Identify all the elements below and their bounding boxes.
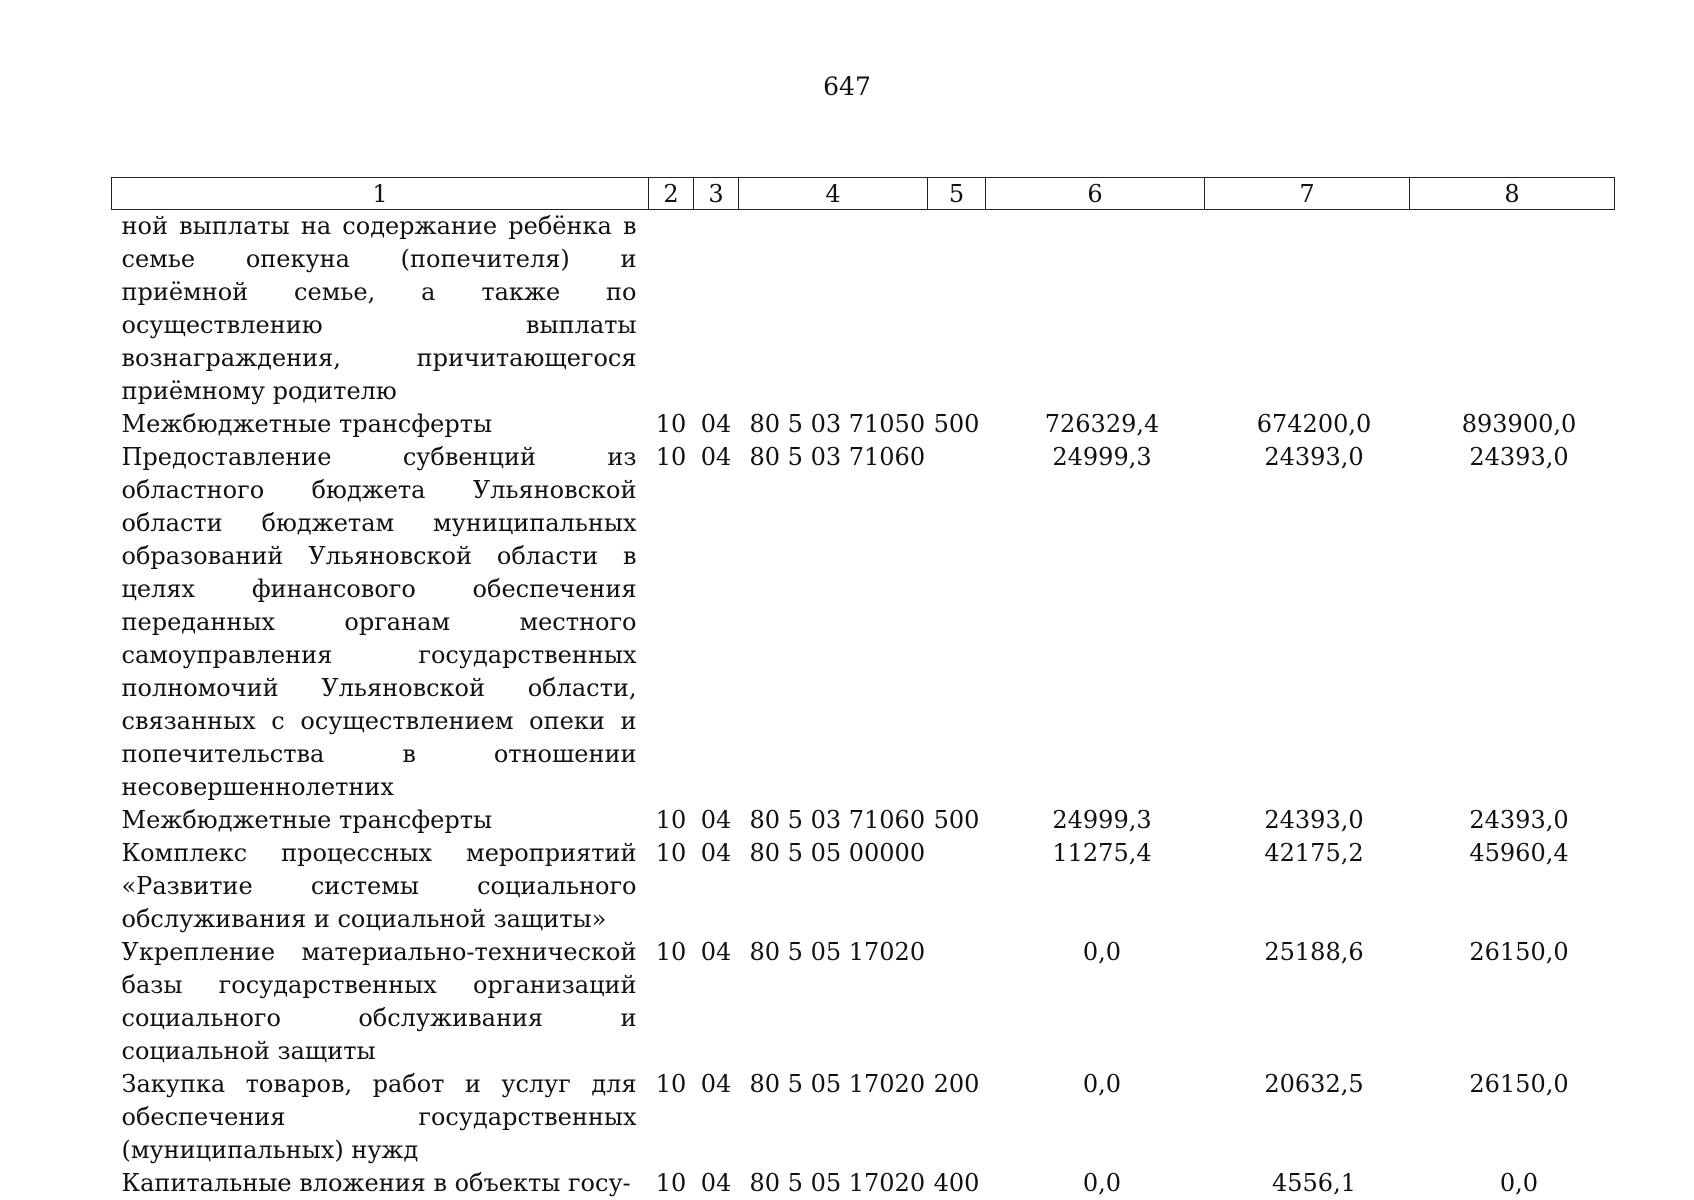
- amount-year-3: 24393,0: [1469, 443, 1569, 471]
- amount-year-2: 25188,6: [1264, 938, 1364, 966]
- target-article-code: 80 5 05 00000: [749, 839, 926, 867]
- section-code: 10: [655, 1169, 687, 1197]
- amount-year-2: 42175,2: [1264, 839, 1364, 867]
- section-code: [649, 210, 694, 409]
- amount-year-1: 0,0: [1082, 1169, 1122, 1197]
- table-row: [112, 210, 1615, 409]
- amount-year-3: 24393,0: [1469, 806, 1569, 834]
- target-article-code: 80 5 03 71050: [749, 410, 926, 438]
- subsection-code: 04: [700, 443, 732, 471]
- table-row: [112, 804, 1615, 837]
- target-article-code: [739, 210, 928, 409]
- row-description: Укрепление материально-технической базы государственных организаций социального обслуживания и социальной защиты: [121, 938, 637, 1065]
- table-row: [112, 1167, 1615, 1200]
- header-cell: 3: [694, 178, 739, 210]
- budget-table: [111, 177, 1615, 1200]
- subsection-code: 04: [700, 806, 732, 834]
- amount-year-3: [1410, 210, 1615, 409]
- amount-year-2: [1205, 210, 1410, 409]
- target-article-code: 80 5 05 17020: [749, 1070, 926, 1098]
- header-cell: 5: [928, 178, 986, 210]
- amount-year-2: 4556,1: [1272, 1169, 1356, 1197]
- table-row: [112, 408, 1615, 441]
- header-cell: 8: [1410, 178, 1615, 210]
- amount-year-3: 893900,0: [1461, 410, 1577, 438]
- expense-type-code: 200: [933, 1070, 980, 1098]
- subsection-code: 04: [700, 1169, 732, 1197]
- row-description: Капитальные вложения в объекты госу-: [121, 1169, 631, 1197]
- amount-year-1: 726329,4: [1044, 410, 1160, 438]
- amount-year-1: 24999,3: [1052, 806, 1152, 834]
- table-row: [112, 936, 1615, 1068]
- subsection-code: 04: [700, 938, 732, 966]
- expense-type-code: 400: [933, 1169, 980, 1197]
- section-code: 10: [655, 806, 687, 834]
- expense-type-code: [928, 441, 986, 804]
- amount-year-2: 24393,0: [1264, 806, 1364, 834]
- amount-year-2: 20632,5: [1264, 1070, 1364, 1098]
- amount-year-1: 0,0: [1082, 938, 1122, 966]
- amount-year-1: [986, 210, 1205, 409]
- table-row: [112, 837, 1615, 936]
- amount-year-1: 11275,4: [1052, 839, 1152, 867]
- amount-year-2: 24393,0: [1264, 443, 1364, 471]
- expense-type-code: [928, 936, 986, 1068]
- table-row: [112, 1068, 1615, 1167]
- table-row: [112, 441, 1615, 804]
- header-cell: 7: [1205, 178, 1410, 210]
- header-cell: 2: [649, 178, 694, 210]
- row-description: ной выплаты на содержание ребёнка в семье опекуна (попечителя) и приёмной семье, а также по осуществлению выплаты вознаграждения, причитающегося приёмному родителю: [121, 212, 637, 405]
- row-description: Закупка товаров, работ и услуг для обеспечения государственных (муниципальных) нужд: [121, 1070, 637, 1164]
- expense-type-code: [928, 210, 986, 409]
- target-article-code: 80 5 03 71060: [749, 806, 926, 834]
- section-code: 10: [655, 443, 687, 471]
- subsection-code: 04: [700, 410, 732, 438]
- amount-year-2: 674200,0: [1256, 410, 1372, 438]
- page-number: 647: [823, 72, 871, 101]
- section-code: 10: [655, 938, 687, 966]
- subsection-code: [694, 210, 739, 409]
- row-description: Межбюджетные трансферты: [121, 410, 493, 438]
- amount-year-3: 0,0: [1499, 1169, 1539, 1197]
- target-article-code: 80 5 05 17020: [749, 1169, 926, 1197]
- section-code: 10: [655, 839, 687, 867]
- amount-year-3: 26150,0: [1469, 1070, 1569, 1098]
- amount-year-3: 45960,4: [1469, 839, 1569, 867]
- amount-year-1: 0,0: [1082, 1070, 1122, 1098]
- expense-type-code: 500: [933, 806, 980, 834]
- row-description: Предоставление субвенций из областного бюджета Ульяновской области бюджетам муниципальных образований Ульяновской области в целях финансового обеспечения переданных органам местного самоуправления государственных полномочий Ульяновской области, связанных с осуществлением опеки и попечительства в отношении несовершеннолетних: [121, 443, 637, 801]
- amount-year-1: 24999,3: [1052, 443, 1152, 471]
- expense-type-code: [928, 837, 986, 936]
- section-code: 10: [655, 1070, 687, 1098]
- header-cell: 1: [112, 178, 649, 210]
- column-number-header: [112, 178, 1615, 210]
- target-article-code: 80 5 03 71060: [749, 443, 926, 471]
- row-description: Межбюджетные трансферты: [121, 806, 493, 834]
- section-code: 10: [655, 410, 687, 438]
- subsection-code: 04: [700, 839, 732, 867]
- expense-type-code: 500: [933, 410, 980, 438]
- target-article-code: 80 5 05 17020: [749, 938, 926, 966]
- amount-year-3: 26150,0: [1469, 938, 1569, 966]
- row-description: Комплекс процессных мероприятий «Развитие системы социального обслуживания и социальной защиты»: [121, 839, 637, 933]
- header-cell: 4: [739, 178, 928, 210]
- subsection-code: 04: [700, 1070, 732, 1098]
- header-cell: 6: [986, 178, 1205, 210]
